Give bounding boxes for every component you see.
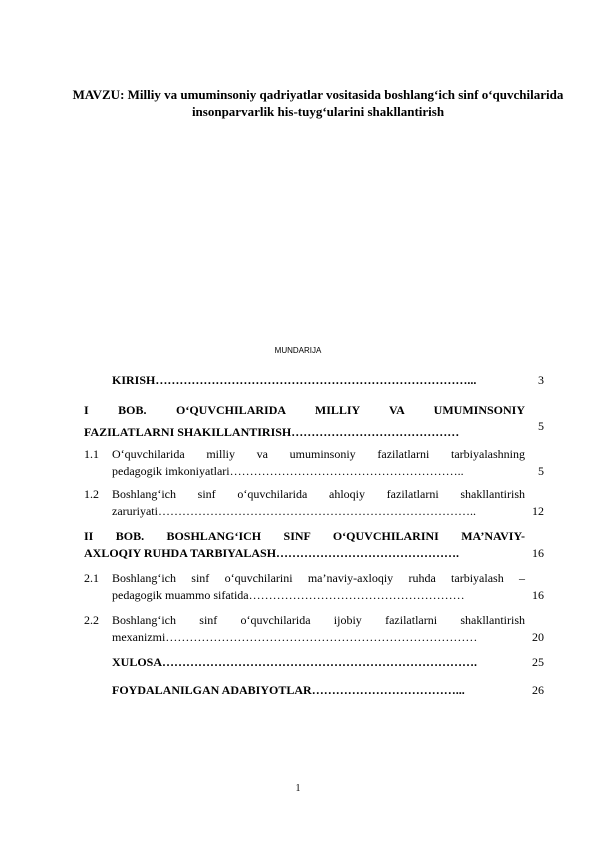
toc-entry-number: 2.2 bbox=[84, 613, 99, 627]
toc-entry-number: 1.1 bbox=[84, 447, 99, 461]
toc-entry-text-line1: Boshlang‘ich sinf o‘quvchilarida ijobiy fazilatlarni shakllantirish bbox=[112, 613, 525, 627]
toc-entry-text: XULOSA……………………………………………………………………. bbox=[112, 655, 478, 669]
toc-entry-page: 20 bbox=[532, 630, 544, 644]
toc-entry-text-line1: I BOB. O‘QUVCHILARIDA MILLIY VA UMUMINSONIY bbox=[84, 403, 525, 417]
toc-entry-section-1-2[interactable] bbox=[84, 486, 544, 520]
toc-entry-text-line1: II BOB. BOSHLANG‘ICH SINF O‘QUVCHILARINI MA’NAVIY- bbox=[84, 529, 525, 543]
toc-entry-text-line2: pedagogik muammo sifatida……………………………………………… bbox=[112, 588, 465, 602]
page-title: MAVZU: Milliy va umuminsoniy qadriyatlar vositasida boshlang‘ich sinf o‘quvchilarida insonparvarlik his-tuyg‘ularini shakllantirish bbox=[72, 87, 564, 119]
toc-heading: MUNDARIJA bbox=[274, 346, 322, 355]
toc-entry-page: 25 bbox=[532, 655, 544, 669]
toc-entry-page: 3 bbox=[538, 373, 544, 387]
toc-entry-section-1-1[interactable] bbox=[84, 446, 544, 480]
toc-entry-chapter-2[interactable] bbox=[84, 528, 544, 562]
toc-entry-section-2-1[interactable] bbox=[84, 570, 544, 604]
toc-entry-page: 26 bbox=[532, 683, 544, 697]
page-number: 1 bbox=[295, 783, 301, 794]
toc-entry-text: KIRISH……………………………………………………………………... bbox=[112, 373, 477, 387]
toc-entry-text-line2: pedagogik imkoniyatlari………………………………………………….. bbox=[112, 464, 464, 478]
toc-entry-page: 16 bbox=[532, 588, 544, 602]
toc-entry-text-line2: mexanizmi…………………………………………………………………… bbox=[112, 630, 478, 644]
toc-entry-number: 2.1 bbox=[84, 571, 99, 585]
toc-entry-page: 5 bbox=[538, 464, 544, 478]
toc-entry-section-2-2[interactable] bbox=[84, 612, 544, 646]
toc-entry-page: 12 bbox=[532, 504, 544, 518]
toc-entry-text-line2: AXLOQIY RUHDA TARBIYALASH………………………………………. bbox=[84, 546, 460, 560]
toc-entry-page: 16 bbox=[532, 546, 544, 560]
toc-entry-text: FOYDALANILGAN ADABIYOTLAR………………………………... bbox=[112, 683, 465, 697]
toc-entry-text-line2: zaruriyati…………………………………………………………………….. bbox=[112, 504, 476, 518]
toc-entry-page: 5 bbox=[538, 419, 544, 433]
toc-entry-number: 1.2 bbox=[84, 487, 99, 501]
toc-entry-text-line1: O‘quvchilarida milliy va umuminsoniy fazilatlarni tarbiyalashning bbox=[112, 447, 525, 461]
toc-entry-text-line1: Boshlang‘ich sinf o‘quvchilarida ahloqiy fazilatlarni shakllantirish bbox=[112, 487, 525, 501]
toc-entry-chapter-1[interactable] bbox=[84, 402, 544, 439]
toc-entry-text-line1: Boshlang‘ich sinf o‘quvchilarini ma’naviy-axloqiy ruhda tarbiyalash – bbox=[112, 571, 525, 585]
toc-entry-text-line2: FAZILATLARNI SHAKILLANTIRISH…………………………………… bbox=[84, 425, 460, 439]
